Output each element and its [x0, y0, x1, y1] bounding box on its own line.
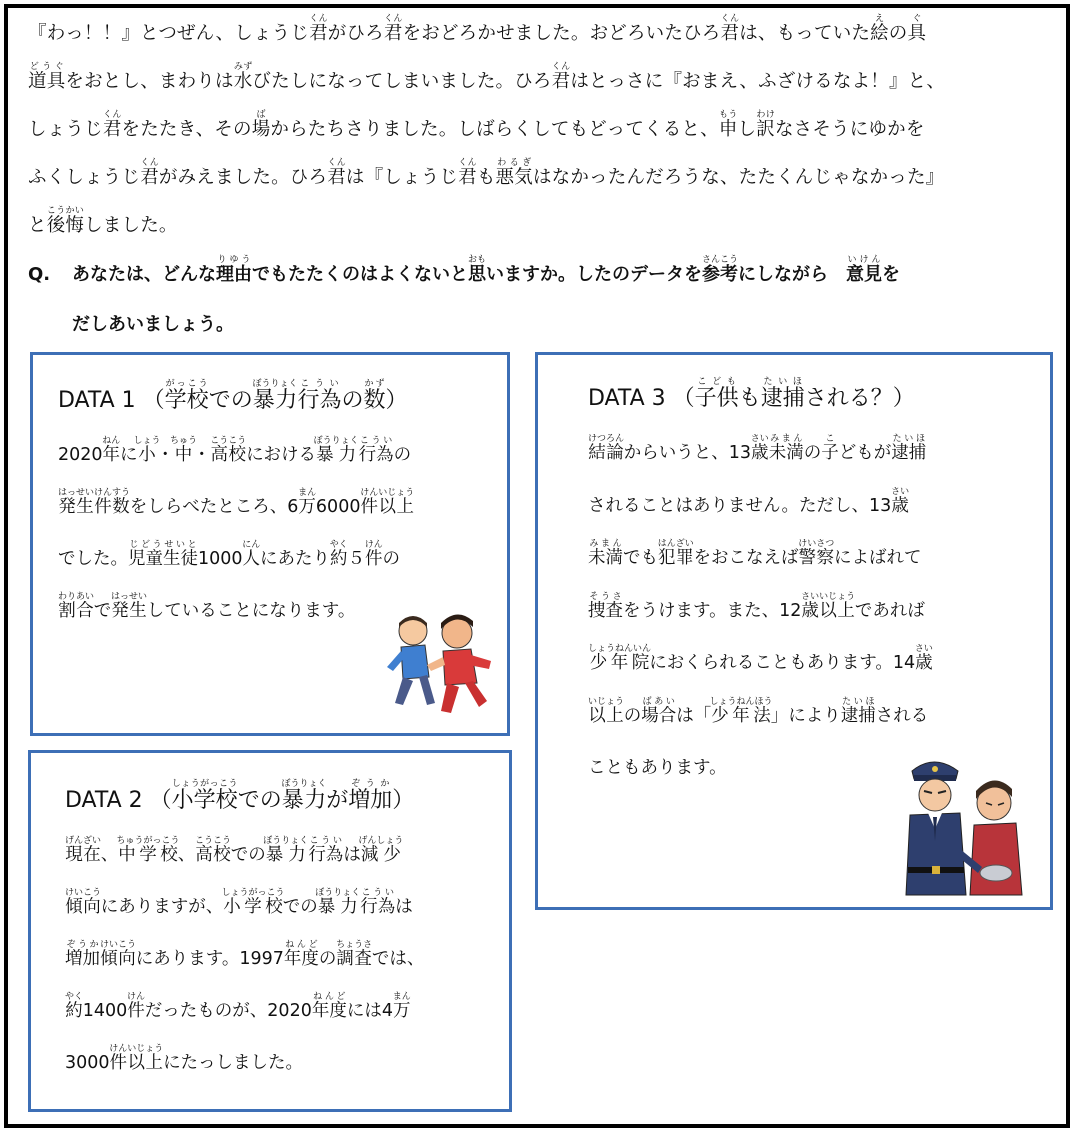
story-line: ふくしょうじ君くんがみえました。ひろ君くんは『しょうじ君くんも悪気わるぎはなかったんだろうな、たたくんじゃなかった』 — [28, 158, 945, 188]
data3-body: 結論けつろんからいうと、13歳さい未満みまんの子こどもが逮捕たいほ されることはありません。ただし、13歳さい 未満みまんでも犯罪はんざいをおこなえば警察けいさつによばれて 捜査そうさをうけます。また、12歳さい以上いじょうであれば 少年院しょうねんいんにおくられることもあります。14歳さい 以上いじょうの場合ばあいは「少年法しょうねんほう」により逮捕たいほされる こともあります。 — [588, 434, 933, 778]
data2-box — [28, 750, 512, 1112]
question-text: あなたは、どんな理由りゆうでもたたくのはよくないと思おもいますか。したのデータを参考さんこうにしながら 意見いけんを — [72, 255, 901, 285]
data1-body: 2020年ねんに小しょう・中ちゅう・高校こうこうにおける暴力ぼうりょく行為こういの 発生はっせい件数けんすうをしらべたところ、6万まん6000件けん以上いじょう でした。児童生徒じどうせいと1000人にんにあたり約やく５件けんの 割合わりあいで発生はっせいしていることになります。 — [58, 436, 415, 621]
story-line: と後悔こうかいしました。 — [28, 206, 178, 236]
data3-box — [535, 352, 1053, 910]
running-boys-illustration — [383, 611, 499, 715]
data1-title: DATA 1 （学校がっこうでの暴力ぼうりょく行為こういの数かず） — [58, 379, 408, 413]
question-label: Q. — [28, 264, 51, 285]
story-paragraph — [28, 10, 1038, 250]
data2-body: 現在げんざい、中学校ちゅうがっこう、高校こうこうでの暴力ぼうりょく行為こういは減少げんしょう 傾向けいこうにありますが、小学校しょうがっこうでの暴力ぼうりょく行為こういは 増加ぞうか傾向けいこうにあります。1997年度ねんどの調査ちょうさでは、 約やく1400件けんだったものが、2020年度ねんどには4万まん 3000件けん以上いじょうにたっしました。 — [65, 836, 425, 1073]
story-line: しょうじ君くんをたたき、その場ばからたちさりました。しばらくしてもどってくると、申もうし訳わけなさそうにゆかを — [28, 110, 925, 140]
data1-box — [30, 352, 510, 736]
question-block — [28, 250, 1038, 350]
story-line: 『わっ！！』とつぜん、しょうじ君くんがひろ君くんをおどろかせました。おどろいたひろ君くんは、もっていた絵えの具ぐ — [28, 14, 927, 44]
story-line: 道具どうぐをおとし、まわりは水みずびたしになってしまいました。ひろ君くんはとっさに『おまえ、ふざけるなよ！』と、 — [28, 62, 946, 92]
data3-title: DATA 3 （子供こどもも逮捕たいほされる？） — [588, 377, 915, 411]
question-text-continued: だしあいましょう。 — [72, 314, 234, 335]
police-arrest-illustration — [900, 749, 1030, 899]
data2-title: DATA 2 （小学校しょうがっこうでの暴力ぼうりょくが増加ぞうか） — [65, 779, 415, 813]
